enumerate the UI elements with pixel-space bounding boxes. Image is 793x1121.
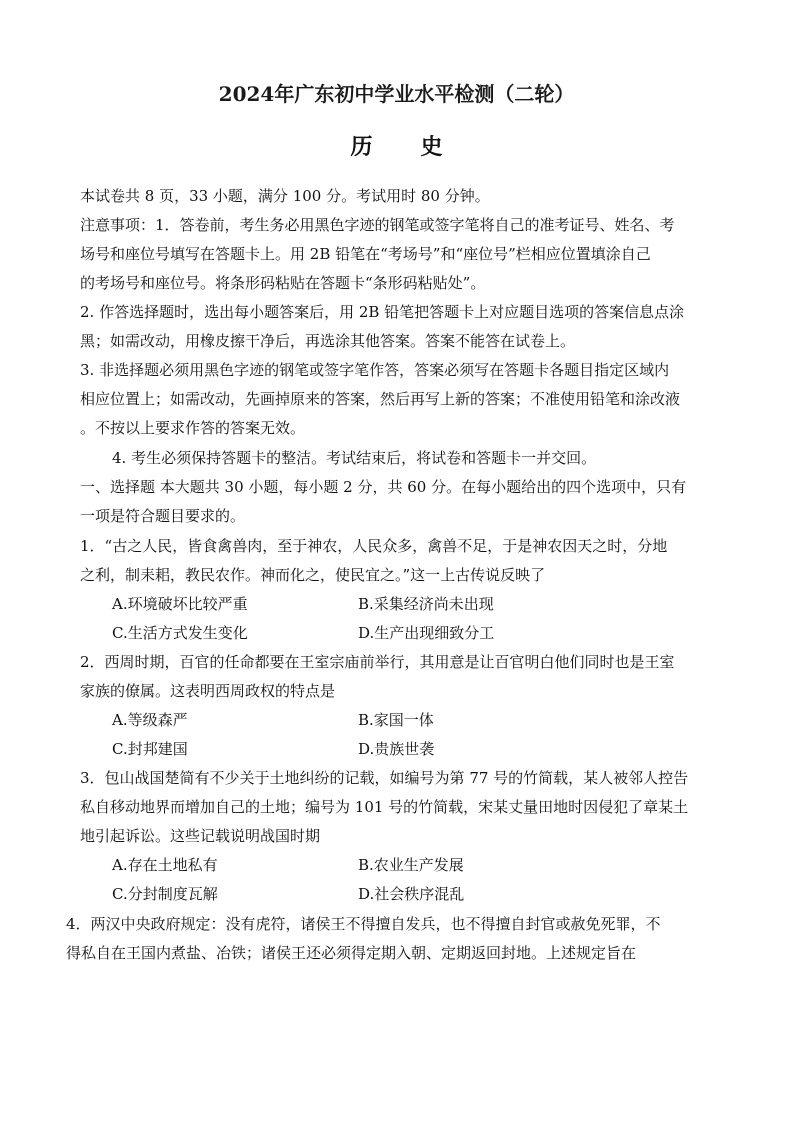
question-2-stem: 家族的僚属。这表明西周政权的特点是: [80, 682, 336, 700]
intro-line: 4. 考生必须保持答题卡的整洁。考试结束后，将试卷和答题卡一并交回。: [112, 449, 597, 467]
intro-line: 3. 非选择题必须用黑色字迹的钢笔或签字笔作答，答案必须写在答题卡各题目指定区域内: [80, 361, 670, 379]
intro-line: 场号和座位号填写在答题卡上。用 2B 铅笔在“考场号”和“座位号”栏相应位置填涂自己: [80, 245, 651, 263]
intro-line: 注意事项：1．答卷前，考生务必用黑色字迹的钢笔或签字笔将自己的准考证号、姓名、考: [80, 216, 675, 234]
subject-title: 历史: [350, 134, 491, 160]
question-3-option-d: D.社会秩序混乱: [358, 885, 465, 903]
question-1-stem: 1．“古之人民，皆食禽兽肉，至于神农，人民众多，禽兽不足，于是神农因天之时，分地: [80, 537, 668, 555]
question-2-option-a: A.等级森严: [112, 711, 188, 729]
intro-line: 2. 作答选择题时，选出每小题答案后，用 2B 铅笔把答题卡上对应题目选项的答案信息点涂: [80, 303, 685, 321]
question-3-option-b: B.农业生产发展: [358, 856, 464, 874]
question-3-option-c: C.分封制度瓦解: [112, 885, 218, 903]
intro-line: 的考场号和座位号。将条形码粘贴在答题卡“条形码粘贴处”。: [80, 274, 486, 292]
question-1-option-a: A.环境破坏比较严重: [112, 595, 248, 613]
question-4-stem: 4．两汉中央政府规定：没有虎符，诸侯王不得擅自发兵，也不得擅自封官或赦免死罪，不: [66, 915, 661, 933]
section-heading: 一项是符合题目要求的。: [80, 507, 246, 525]
exam-title: 2024年广东初中学业水平检测（二轮）: [218, 82, 575, 106]
intro-line: 黑；如需改动，用橡皮擦干净后，再选涂其他答案。答案不能答在试卷上。: [80, 332, 576, 350]
question-2-option-d: D.贵族世袭: [358, 740, 435, 758]
intro-line: 。不按以上要求作答的答案无效。: [80, 419, 306, 437]
question-2-option-c: C.封邦建国: [112, 740, 188, 758]
question-1-option-c: C.生活方式发生变化: [112, 624, 248, 642]
intro-line: 本试卷共 8 页，33 小题，满分 100 分。考试用时 80 分钟。: [80, 187, 490, 205]
question-3-option-a: A.存在土地私有: [112, 856, 218, 874]
question-4-stem: 得私自在王国内煮盐、冶铁；诸侯王还必须得定期入朝、定期返回封地。上述规定旨在: [66, 944, 637, 962]
question-3-stem: 3．包山战国楚简有不少关于土地纠纷的记载，如编号为第 77 号的竹简载，某人被邻人控告: [80, 769, 689, 787]
question-3-stem: 地引起诉讼。这些记载说明战国时期: [80, 827, 321, 845]
question-1-stem: 之利，制耒耜，教民农作。神而化之，使民宜之。”这一上古传说反映了: [80, 566, 546, 584]
question-1-option-b: B.采集经济尚未出现: [358, 595, 494, 613]
question-3-stem: 私自移动地界而增加自己的土地；编号为 101 号的竹简载，宋某丈量田地时因侵犯了章某土: [80, 798, 689, 816]
intro-line: 相应位置上；如需改动，先画掉原来的答案，然后再写上新的答案；不准使用铅笔和涂改液: [80, 390, 681, 408]
question-1-option-d: D.生产出现细致分工: [358, 624, 495, 642]
question-2-option-b: B.家国一体: [358, 711, 434, 729]
question-2-stem: 2．西周时期，百官的任命都要在王室宗庙前举行，其用意是让百官明白他们同时也是王室: [80, 653, 675, 671]
section-heading: 一、选择题 本大题共 30 小题，每小题 2 分，共 60 分。在每小题给出的四个选项中，只有: [80, 478, 687, 496]
